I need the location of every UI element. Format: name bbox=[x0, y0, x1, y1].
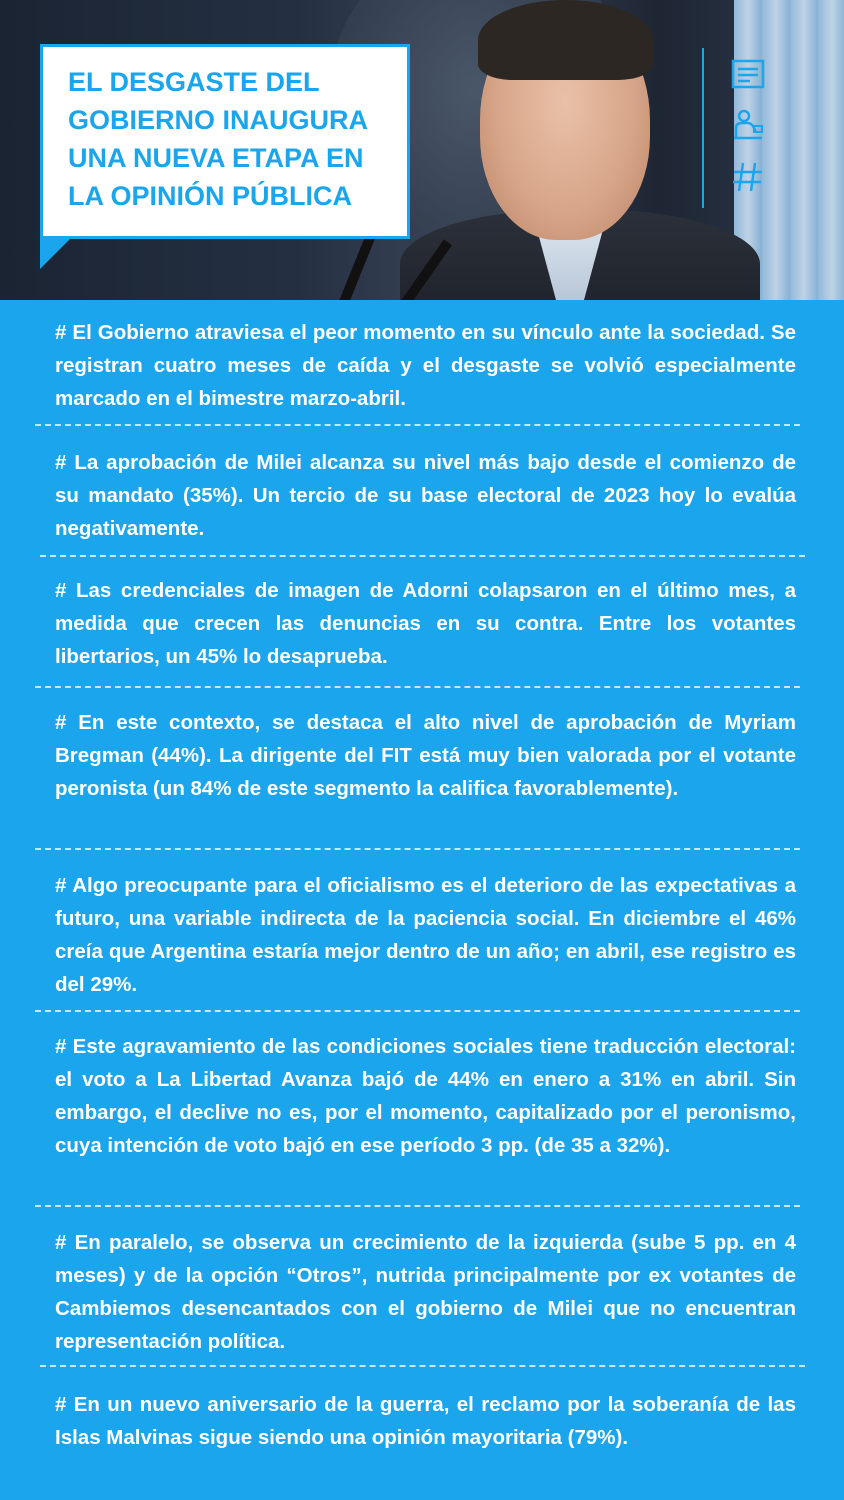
title-line: EL DESGASTE DEL bbox=[68, 67, 320, 97]
list-item: # Algo preocupante para el oficialismo es el deterioro de las expectativas a futuro, una variable indirecta de la paciencia social. En diciembre el 46% creía que Argentina estaría mejor dentro de un año; en abril, ese registro es del 29%. bbox=[55, 874, 796, 996]
title-card-tail bbox=[40, 239, 70, 269]
list-item: # En un nuevo aniversario de la guerra, el reclamo por la soberanía de las Islas Malvinas sigue siendo una opinión mayoritaria (79%). bbox=[55, 1393, 796, 1449]
divider bbox=[40, 1365, 805, 1367]
page-title bbox=[68, 63, 398, 215]
title-line: GOBIERNO INAUGURA bbox=[68, 105, 369, 135]
header-photo bbox=[0, 0, 844, 300]
icon-column-line bbox=[702, 48, 704, 208]
title-card bbox=[40, 44, 410, 239]
person-at-desk-icon bbox=[730, 108, 766, 142]
divider bbox=[40, 555, 805, 557]
document-icon bbox=[730, 58, 766, 92]
content-list bbox=[0, 300, 844, 1500]
list-item: # En este contexto, se destaca el alto nivel de aprobación de Myriam Bregman (44%). La dirigente del FIT está muy bien valorada por el votante peronista (un 84% de este segmento la califica favorablemente). bbox=[55, 711, 796, 800]
list-item: # Este agravamiento de las condiciones sociales tiene traducción electoral: el voto a La Libertad Avanza bajó de 44% en enero a 31% en abril. Sin embargo, el declive no es, por el momento, capitalizado por el peronismo, cuya intención de voto bajó en ese período 3 pp. (de 35 a 32%). bbox=[55, 1035, 796, 1157]
person-hair bbox=[478, 0, 653, 80]
hashtag-icon bbox=[730, 160, 766, 194]
divider bbox=[35, 424, 800, 426]
title-line: UNA NUEVA ETAPA EN bbox=[68, 143, 364, 173]
divider bbox=[35, 848, 800, 850]
list-item: # El Gobierno atraviesa el peor momento en su vínculo ante la sociedad. Se registran cuatro meses de caída y el desgaste se volvió especialmente marcado en el bimestre marzo-abril. bbox=[55, 321, 796, 410]
list-item: # La aprobación de Milei alcanza su nivel más bajo desde el comienzo de su mandato (35%). Un tercio de su base electoral de 2023 hoy lo evalúa negativamente. bbox=[55, 451, 796, 540]
divider bbox=[35, 1010, 800, 1012]
title-line: LA OPINIÓN PÚBLICA bbox=[68, 181, 353, 211]
list-item: # Las credenciales de imagen de Adorni colapsaron en el último mes, a medida que crecen las denuncias en su contra. Entre los votantes libertarios, un 45% lo desaprueba. bbox=[55, 579, 796, 668]
divider bbox=[35, 686, 800, 688]
divider bbox=[35, 1205, 800, 1207]
list-item: # En paralelo, se observa un crecimiento de la izquierda (sube 5 pp. en 4 meses) y de la opción “Otros”, nutrida principalmente por ex votantes de Cambiemos desencantados con el gobierno de Milei que no encuentran representación política. bbox=[55, 1231, 796, 1353]
